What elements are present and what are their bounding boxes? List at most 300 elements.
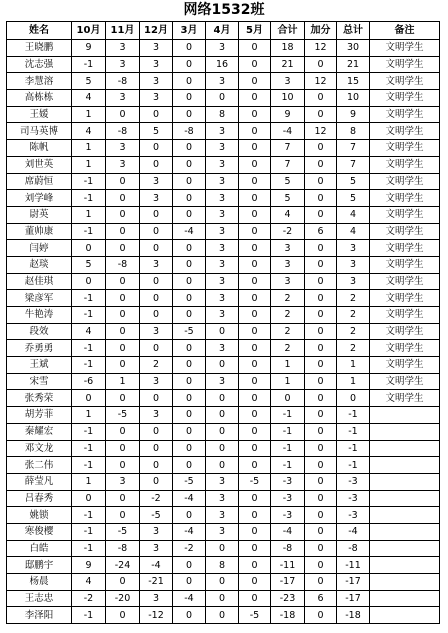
cell-dec: 3 [140, 523, 173, 540]
cell-mar: 0 [173, 140, 206, 157]
cell-oct: -1 [72, 457, 106, 474]
table-row [7, 307, 440, 324]
cell-bonus: 0 [305, 240, 337, 257]
table-row [7, 590, 440, 607]
cell-note: 文明学生 [370, 106, 440, 123]
cell-may: 0 [239, 173, 271, 190]
header-subtotal: 合计 [271, 22, 305, 40]
cell-nov: 0 [106, 340, 140, 357]
cell-note: 文明学生 [370, 307, 440, 324]
cell-dec: 3 [140, 373, 173, 390]
cell-may: 0 [239, 440, 271, 457]
cell-mar: 0 [173, 206, 206, 223]
cell-dec: 0 [140, 340, 173, 357]
cell-oct: -1 [72, 307, 106, 324]
cell-apr: 0 [206, 390, 239, 407]
cell-bonus: 0 [305, 390, 337, 407]
cell-total: -4 [337, 523, 370, 540]
cell-subtotal: -17 [271, 574, 305, 591]
cell-apr: 3 [206, 290, 239, 307]
cell-dec: 3 [140, 90, 173, 107]
cell-mar: 0 [173, 390, 206, 407]
cell-may: 0 [239, 507, 271, 524]
cell-name: 董帅康 [7, 223, 72, 240]
cell-total: 7 [337, 156, 370, 173]
cell-nov: 0 [106, 440, 140, 457]
cell-nov: -20 [106, 590, 140, 607]
cell-name: 高栋栋 [7, 90, 72, 107]
cell-nov: 0 [106, 206, 140, 223]
cell-subtotal: 1 [271, 357, 305, 374]
cell-name: 王晓鹏 [7, 40, 72, 57]
cell-note: 文明学生 [370, 273, 440, 290]
cell-bonus: 0 [305, 523, 337, 540]
cell-subtotal: 3 [271, 240, 305, 257]
cell-nov: 0 [106, 357, 140, 374]
cell-note: 文明学生 [370, 206, 440, 223]
cell-may: 0 [239, 323, 271, 340]
cell-note [370, 574, 440, 591]
cell-name: 姚锁 [7, 507, 72, 524]
table-row [7, 340, 440, 357]
header-mar: 3月 [173, 22, 206, 40]
cell-bonus: 0 [305, 173, 337, 190]
cell-bonus: 0 [305, 56, 337, 73]
cell-apr: 3 [206, 240, 239, 257]
table-row [7, 73, 440, 90]
cell-dec: 3 [140, 407, 173, 424]
cell-oct: -1 [72, 340, 106, 357]
cell-bonus: 0 [305, 440, 337, 457]
cell-apr: 0 [206, 590, 239, 607]
cell-oct: -1 [72, 290, 106, 307]
cell-subtotal: -3 [271, 507, 305, 524]
cell-total: 2 [337, 290, 370, 307]
cell-mar: 0 [173, 557, 206, 574]
cell-name: 白皓 [7, 540, 72, 557]
cell-oct: -1 [72, 523, 106, 540]
table-row [7, 390, 440, 407]
cell-name: 梁彦军 [7, 290, 72, 307]
cell-nov: 0 [106, 457, 140, 474]
cell-nov: 0 [106, 240, 140, 257]
cell-bonus: 12 [305, 40, 337, 57]
cell-may: 0 [239, 90, 271, 107]
cell-nov: 3 [106, 56, 140, 73]
cell-name: 王斌 [7, 357, 72, 374]
cell-may: 0 [239, 407, 271, 424]
cell-may: 0 [239, 256, 271, 273]
cell-mar: 0 [173, 173, 206, 190]
cell-note: 文明学生 [370, 256, 440, 273]
cell-name: 张秀荣 [7, 390, 72, 407]
cell-bonus: 0 [305, 423, 337, 440]
cell-name: 王志忠 [7, 590, 72, 607]
cell-dec: 0 [140, 390, 173, 407]
cell-total: 1 [337, 357, 370, 374]
cell-subtotal: -4 [271, 523, 305, 540]
cell-subtotal: 0 [271, 390, 305, 407]
cell-note [370, 590, 440, 607]
cell-note: 文明学生 [370, 357, 440, 374]
cell-subtotal: 7 [271, 156, 305, 173]
cell-apr: 0 [206, 323, 239, 340]
cell-total: 1 [337, 373, 370, 390]
table-row [7, 223, 440, 240]
cell-dec: 0 [140, 156, 173, 173]
cell-subtotal: -1 [271, 423, 305, 440]
cell-name: 司马英博 [7, 123, 72, 140]
cell-dec: 3 [140, 73, 173, 90]
cell-mar: -8 [173, 123, 206, 140]
cell-oct: 5 [72, 256, 106, 273]
table-row [7, 357, 440, 374]
cell-oct: -2 [72, 590, 106, 607]
cell-dec: -12 [140, 607, 173, 624]
cell-subtotal: 2 [271, 340, 305, 357]
cell-mar: 0 [173, 357, 206, 374]
cell-mar: 0 [173, 240, 206, 257]
cell-total: -18 [337, 607, 370, 624]
cell-oct: 1 [72, 206, 106, 223]
table-row [7, 490, 440, 507]
cell-total: -1 [337, 440, 370, 457]
cell-dec: 0 [140, 473, 173, 490]
cell-nov: 0 [106, 223, 140, 240]
cell-bonus: 12 [305, 123, 337, 140]
cell-mar: 0 [173, 457, 206, 474]
cell-subtotal: -8 [271, 540, 305, 557]
cell-note: 文明学生 [370, 323, 440, 340]
cell-bonus: 0 [305, 457, 337, 474]
cell-may: 0 [239, 190, 271, 207]
cell-bonus: 0 [305, 206, 337, 223]
cell-bonus: 0 [305, 574, 337, 591]
cell-name: 沈志强 [7, 56, 72, 73]
cell-oct: 1 [72, 156, 106, 173]
cell-subtotal: 18 [271, 40, 305, 57]
cell-mar: 0 [173, 56, 206, 73]
cell-nov: 3 [106, 90, 140, 107]
cell-total: 5 [337, 173, 370, 190]
cell-oct: -1 [72, 190, 106, 207]
cell-dec: 0 [140, 273, 173, 290]
table-row [7, 206, 440, 223]
cell-total: -3 [337, 507, 370, 524]
cell-name: 宋雪 [7, 373, 72, 390]
table-row [7, 423, 440, 440]
cell-apr: 3 [206, 190, 239, 207]
cell-mar: 0 [173, 340, 206, 357]
cell-oct: -1 [72, 423, 106, 440]
cell-mar: 0 [173, 507, 206, 524]
cell-dec: 0 [140, 423, 173, 440]
cell-name: 闫婷 [7, 240, 72, 257]
cell-subtotal: 2 [271, 290, 305, 307]
cell-dec: 3 [140, 173, 173, 190]
cell-oct: 1 [72, 140, 106, 157]
cell-subtotal: 2 [271, 307, 305, 324]
cell-note: 文明学生 [370, 190, 440, 207]
cell-subtotal: 21 [271, 56, 305, 73]
cell-may: 0 [239, 240, 271, 257]
cell-name: 刘世英 [7, 156, 72, 173]
cell-oct: -1 [72, 507, 106, 524]
cell-dec: 0 [140, 140, 173, 157]
cell-subtotal: -3 [271, 490, 305, 507]
cell-nov: 0 [106, 490, 140, 507]
cell-name: 胡芳菲 [7, 407, 72, 424]
cell-oct: 1 [72, 407, 106, 424]
header-bonus: 加分 [305, 22, 337, 40]
cell-nov: -24 [106, 557, 140, 574]
cell-may: 0 [239, 290, 271, 307]
header-note: 备注 [370, 22, 440, 40]
table-row [7, 440, 440, 457]
cell-nov: 0 [106, 106, 140, 123]
page-title: 网络1532班 [183, 2, 265, 18]
cell-subtotal: 5 [271, 190, 305, 207]
cell-subtotal: -4 [271, 123, 305, 140]
table-row [7, 173, 440, 190]
cell-apr: 3 [206, 490, 239, 507]
cell-dec: -5 [140, 507, 173, 524]
header-may: 5月 [239, 22, 271, 40]
cell-nov: 0 [106, 173, 140, 190]
cell-bonus: 0 [305, 473, 337, 490]
cell-mar: -2 [173, 540, 206, 557]
cell-bonus: 0 [305, 540, 337, 557]
cell-dec: 0 [140, 290, 173, 307]
cell-mar: 0 [173, 40, 206, 57]
cell-total: 3 [337, 273, 370, 290]
cell-nov: 0 [106, 190, 140, 207]
table-row [7, 56, 440, 73]
cell-subtotal: 1 [271, 373, 305, 390]
cell-may: 0 [239, 123, 271, 140]
cell-may: 0 [239, 590, 271, 607]
table-row [7, 140, 440, 157]
cell-may: 0 [239, 357, 271, 374]
cell-note [370, 423, 440, 440]
cell-mar: 0 [173, 273, 206, 290]
cell-may: 0 [239, 373, 271, 390]
cell-note: 文明学生 [370, 40, 440, 57]
cell-bonus: 12 [305, 73, 337, 90]
cell-oct: -1 [72, 540, 106, 557]
cell-mar: 0 [173, 407, 206, 424]
cell-total: 7 [337, 140, 370, 157]
cell-subtotal: 7 [271, 140, 305, 157]
cell-oct: 4 [72, 574, 106, 591]
cell-dec: 3 [140, 323, 173, 340]
cell-mar: 0 [173, 574, 206, 591]
cell-total: 3 [337, 240, 370, 257]
cell-subtotal: -11 [271, 557, 305, 574]
cell-bonus: 0 [305, 323, 337, 340]
cell-oct: 0 [72, 240, 106, 257]
cell-total: -8 [337, 540, 370, 557]
table-row [7, 240, 440, 257]
cell-mar: -4 [173, 590, 206, 607]
cell-total: 3 [337, 256, 370, 273]
cell-apr: 0 [206, 440, 239, 457]
cell-oct: -1 [72, 223, 106, 240]
cell-name: 薛莹凡 [7, 473, 72, 490]
table-row [7, 106, 440, 123]
cell-bonus: 0 [305, 156, 337, 173]
cell-mar: -5 [173, 323, 206, 340]
cell-nov: 0 [106, 273, 140, 290]
cell-oct: -1 [72, 173, 106, 190]
cell-nov: -5 [106, 523, 140, 540]
cell-may: 0 [239, 56, 271, 73]
cell-may: 0 [239, 390, 271, 407]
cell-oct: 0 [72, 490, 106, 507]
cell-note: 文明学生 [370, 123, 440, 140]
cell-apr: 3 [206, 123, 239, 140]
cell-bonus: 0 [305, 256, 337, 273]
table-row [7, 273, 440, 290]
table-row [7, 557, 440, 574]
cell-total: -1 [337, 407, 370, 424]
cell-apr: 16 [206, 56, 239, 73]
cell-bonus: 0 [305, 190, 337, 207]
table-row [7, 290, 440, 307]
cell-dec: 0 [140, 307, 173, 324]
cell-note: 文明学生 [370, 173, 440, 190]
cell-oct: 9 [72, 40, 106, 57]
cell-name: 尉英 [7, 206, 72, 223]
cell-note: 文明学生 [370, 90, 440, 107]
cell-may: 0 [239, 156, 271, 173]
cell-may: 0 [239, 490, 271, 507]
cell-total: 2 [337, 340, 370, 357]
cell-dec: 3 [140, 590, 173, 607]
cell-apr: 3 [206, 273, 239, 290]
cell-nov: -5 [106, 407, 140, 424]
cell-total: -17 [337, 574, 370, 591]
cell-apr: 3 [206, 523, 239, 540]
cell-nov: 0 [106, 290, 140, 307]
table-row [7, 123, 440, 140]
header-oct: 10月 [72, 22, 106, 40]
cell-name: 王媛 [7, 106, 72, 123]
cell-may: -5 [239, 473, 271, 490]
cell-nov: 0 [106, 507, 140, 524]
cell-bonus: 0 [305, 357, 337, 374]
cell-may: 0 [239, 557, 271, 574]
cell-apr: 3 [206, 73, 239, 90]
cell-dec: 0 [140, 240, 173, 257]
cell-dec: 0 [140, 106, 173, 123]
cell-apr: 3 [206, 473, 239, 490]
cell-total: -3 [337, 473, 370, 490]
cell-oct: 5 [72, 73, 106, 90]
table-row [7, 190, 440, 207]
cell-may: 0 [239, 73, 271, 90]
cell-oct: 4 [72, 323, 106, 340]
cell-subtotal: 3 [271, 256, 305, 273]
cell-apr: 0 [206, 540, 239, 557]
cell-mar: 0 [173, 106, 206, 123]
table-row [7, 507, 440, 524]
cell-apr: 3 [206, 256, 239, 273]
cell-name: 吕春秀 [7, 490, 72, 507]
cell-bonus: 6 [305, 590, 337, 607]
cell-nov: 3 [106, 140, 140, 157]
cell-bonus: 0 [305, 90, 337, 107]
cell-total: 15 [337, 73, 370, 90]
cell-subtotal: 3 [271, 273, 305, 290]
cell-bonus: 0 [305, 307, 337, 324]
cell-apr: 0 [206, 607, 239, 624]
table-row [7, 156, 440, 173]
cell-may: 0 [239, 223, 271, 240]
cell-apr: 0 [206, 90, 239, 107]
header-dec: 12月 [140, 22, 173, 40]
cell-may: 0 [239, 40, 271, 57]
cell-mar: 0 [173, 256, 206, 273]
cell-bonus: 0 [305, 373, 337, 390]
cell-oct: 1 [72, 106, 106, 123]
cell-subtotal: 2 [271, 323, 305, 340]
cell-dec: 3 [140, 40, 173, 57]
table-row [7, 90, 440, 107]
cell-nov: -8 [106, 73, 140, 90]
cell-apr: 3 [206, 507, 239, 524]
cell-dec: -21 [140, 574, 173, 591]
table-row [7, 540, 440, 557]
cell-note: 文明学生 [370, 140, 440, 157]
cell-apr: 0 [206, 457, 239, 474]
cell-dec: 5 [140, 123, 173, 140]
cell-nov: -8 [106, 540, 140, 557]
cell-oct: -1 [72, 607, 106, 624]
cell-note: 文明学生 [370, 390, 440, 407]
cell-note [370, 407, 440, 424]
cell-name: 赵琰 [7, 256, 72, 273]
cell-may: 0 [239, 457, 271, 474]
table-row [7, 256, 440, 273]
cell-mar: -5 [173, 473, 206, 490]
cell-dec: 3 [140, 256, 173, 273]
cell-subtotal: 10 [271, 90, 305, 107]
cell-may: 0 [239, 340, 271, 357]
cell-nov: -8 [106, 256, 140, 273]
cell-apr: 3 [206, 173, 239, 190]
cell-mar: 0 [173, 290, 206, 307]
cell-name: 牛艳涛 [7, 307, 72, 324]
cell-dec: -4 [140, 557, 173, 574]
cell-note: 文明学生 [370, 340, 440, 357]
cell-nov: -8 [106, 123, 140, 140]
cell-dec: 0 [140, 440, 173, 457]
cell-dec: 3 [140, 540, 173, 557]
cell-note [370, 523, 440, 540]
cell-total: -11 [337, 557, 370, 574]
header-name: 姓名 [7, 22, 72, 40]
cell-oct: -1 [72, 440, 106, 457]
cell-oct: 4 [72, 90, 106, 107]
cell-note: 文明学生 [370, 240, 440, 257]
cell-subtotal: -1 [271, 407, 305, 424]
cell-total: -1 [337, 457, 370, 474]
cell-name: 李泽阳 [7, 607, 72, 624]
cell-may: 0 [239, 574, 271, 591]
cell-bonus: 0 [305, 490, 337, 507]
cell-may: 0 [239, 106, 271, 123]
